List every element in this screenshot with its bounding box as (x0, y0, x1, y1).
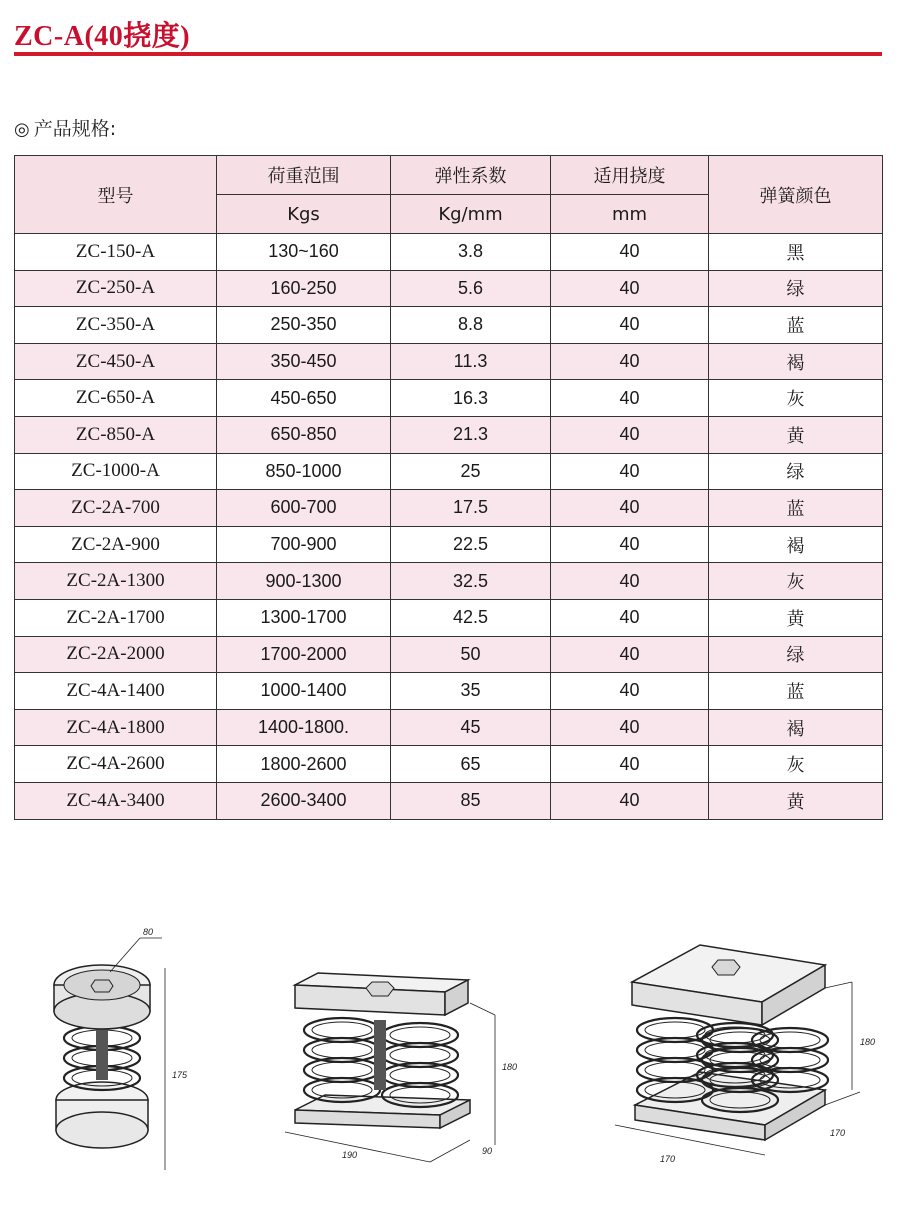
cell-load-range: 1300-1700 (217, 599, 391, 636)
section-label (14, 114, 116, 141)
cell-deflection: 40 (551, 453, 709, 490)
cell-spring-color: 灰 (709, 380, 883, 417)
cell-spring-color: 黄 (709, 416, 883, 453)
cell-model: ZC-2A-1700 (15, 599, 217, 636)
cell-load-range: 650-850 (217, 416, 391, 453)
cell-model: ZC-4A-1800 (15, 709, 217, 746)
cell-model: ZC-2A-900 (15, 526, 217, 563)
table-row (15, 526, 883, 563)
cell-spring-color: 灰 (709, 746, 883, 783)
cell-deflection: 40 (551, 416, 709, 453)
table-row (15, 599, 883, 636)
cell-spring-color: 褐 (709, 709, 883, 746)
cell-stiffness: 11.3 (391, 343, 551, 380)
cell-spring-color: 灰 (709, 563, 883, 600)
cell-load-range: 350-450 (217, 343, 391, 380)
cell-deflection: 40 (551, 270, 709, 307)
cell-spring-color: 蓝 (709, 673, 883, 710)
header-spring-color: 弹簧颜色 (709, 156, 883, 234)
section-label-text: 产品规格: (33, 118, 117, 140)
cell-spring-color: 绿 (709, 636, 883, 673)
cell-deflection: 40 (551, 490, 709, 527)
header-deflection: 适用挠度 (551, 156, 709, 195)
cell-spring-color: 绿 (709, 270, 883, 307)
cell-model: ZC-1000-A (15, 453, 217, 490)
cell-stiffness: 17.5 (391, 490, 551, 527)
cell-spring-color: 绿 (709, 453, 883, 490)
cell-load-range: 600-700 (217, 490, 391, 527)
cell-model: ZC-150-A (15, 234, 217, 271)
cell-model: ZC-4A-1400 (15, 673, 217, 710)
cell-stiffness: 5.6 (391, 270, 551, 307)
cell-stiffness: 21.3 (391, 416, 551, 453)
quad-mount-drawing (615, 945, 875, 1164)
cell-load-range: 160-250 (217, 270, 391, 307)
table-row (15, 746, 883, 783)
dimension-190: 190 (342, 1150, 358, 1160)
cell-model: ZC-250-A (15, 270, 217, 307)
cell-stiffness: 25 (391, 453, 551, 490)
cell-model: ZC-650-A (15, 380, 217, 417)
cell-deflection: 40 (551, 343, 709, 380)
cell-deflection: 40 (551, 234, 709, 271)
cell-load-range: 130~160 (217, 234, 391, 271)
cell-model: ZC-2A-700 (15, 490, 217, 527)
cell-spring-color: 黄 (709, 599, 883, 636)
cell-model: ZC-2A-2000 (15, 636, 217, 673)
table-row (15, 490, 883, 527)
cell-deflection: 40 (551, 307, 709, 344)
cell-spring-color: 黄 (709, 782, 883, 819)
table-row (15, 636, 883, 673)
cell-load-range: 850-1000 (217, 453, 391, 490)
table-row (15, 673, 883, 710)
cell-stiffness: 50 (391, 636, 551, 673)
table-row (15, 270, 883, 307)
table-row (15, 234, 883, 271)
cell-model: ZC-4A-2600 (15, 746, 217, 783)
dimension-170-width: 170 (660, 1154, 676, 1164)
table-row (15, 563, 883, 600)
cell-stiffness: 45 (391, 709, 551, 746)
cell-spring-color: 褐 (709, 343, 883, 380)
table-row (15, 782, 883, 819)
cell-load-range: 2600-3400 (217, 782, 391, 819)
cell-model: ZC-850-A (15, 416, 217, 453)
cell-load-range: 1000-1400 (217, 673, 391, 710)
cell-stiffness: 3.8 (391, 234, 551, 271)
cell-load-range: 1800-2600 (217, 746, 391, 783)
single-mount-drawing (54, 927, 188, 1170)
header-stiffness: 弹性系数 (391, 156, 551, 195)
dimension-90: 90 (482, 1146, 493, 1156)
cell-load-range: 1400-1800. (217, 709, 391, 746)
cell-load-range: 1700-2000 (217, 636, 391, 673)
cell-stiffness: 16.3 (391, 380, 551, 417)
cell-load-range: 700-900 (217, 526, 391, 563)
cell-deflection: 40 (551, 563, 709, 600)
header-load-range: 荷重范围 (217, 156, 391, 195)
dimension-180: 180 (860, 1037, 876, 1047)
cell-spring-color: 蓝 (709, 307, 883, 344)
spec-table (14, 155, 883, 820)
cell-load-range: 900-1300 (217, 563, 391, 600)
dimension-180: 180 (502, 1062, 518, 1072)
header-model: 型号 (15, 156, 217, 234)
header-stiffness-unit: Kg/mm (391, 195, 551, 234)
header-deflection-unit: mm (551, 195, 709, 234)
cell-deflection: 40 (551, 673, 709, 710)
cell-deflection: 40 (551, 599, 709, 636)
cell-spring-color: 黑 (709, 234, 883, 271)
product-drawings (0, 900, 900, 1200)
dimension-175: 175 (172, 1070, 188, 1080)
cell-stiffness: 35 (391, 673, 551, 710)
cell-deflection: 40 (551, 636, 709, 673)
double-circle-icon: ◎ (14, 119, 30, 140)
table-row (15, 307, 883, 344)
cell-spring-color: 蓝 (709, 490, 883, 527)
cell-load-range: 250-350 (217, 307, 391, 344)
dimension-170-depth: 170 (830, 1128, 846, 1138)
table-row (15, 416, 883, 453)
dimension-80: 80 (143, 927, 154, 937)
page-title: ZC-A(40挠度) (14, 21, 191, 52)
cell-stiffness: 42.5 (391, 599, 551, 636)
cell-model: ZC-2A-1300 (15, 563, 217, 600)
table-row (15, 343, 883, 380)
cell-deflection: 40 (551, 526, 709, 563)
cell-deflection: 40 (551, 746, 709, 783)
cell-deflection: 40 (551, 782, 709, 819)
header-load-unit: Kgs (217, 195, 391, 234)
table-row (15, 453, 883, 490)
cell-model: ZC-4A-3400 (15, 782, 217, 819)
cell-stiffness: 8.8 (391, 307, 551, 344)
double-mount-drawing (285, 973, 517, 1162)
title-rule (14, 52, 882, 56)
cell-stiffness: 85 (391, 782, 551, 819)
cell-stiffness: 32.5 (391, 563, 551, 600)
table-row (15, 380, 883, 417)
cell-stiffness: 65 (391, 746, 551, 783)
cell-model: ZC-450-A (15, 343, 217, 380)
cell-stiffness: 22.5 (391, 526, 551, 563)
cell-deflection: 40 (551, 709, 709, 746)
cell-spring-color: 褐 (709, 526, 883, 563)
table-row (15, 709, 883, 746)
cell-load-range: 450-650 (217, 380, 391, 417)
cell-model: ZC-350-A (15, 307, 217, 344)
cell-deflection: 40 (551, 380, 709, 417)
spec-table-body (15, 234, 883, 820)
